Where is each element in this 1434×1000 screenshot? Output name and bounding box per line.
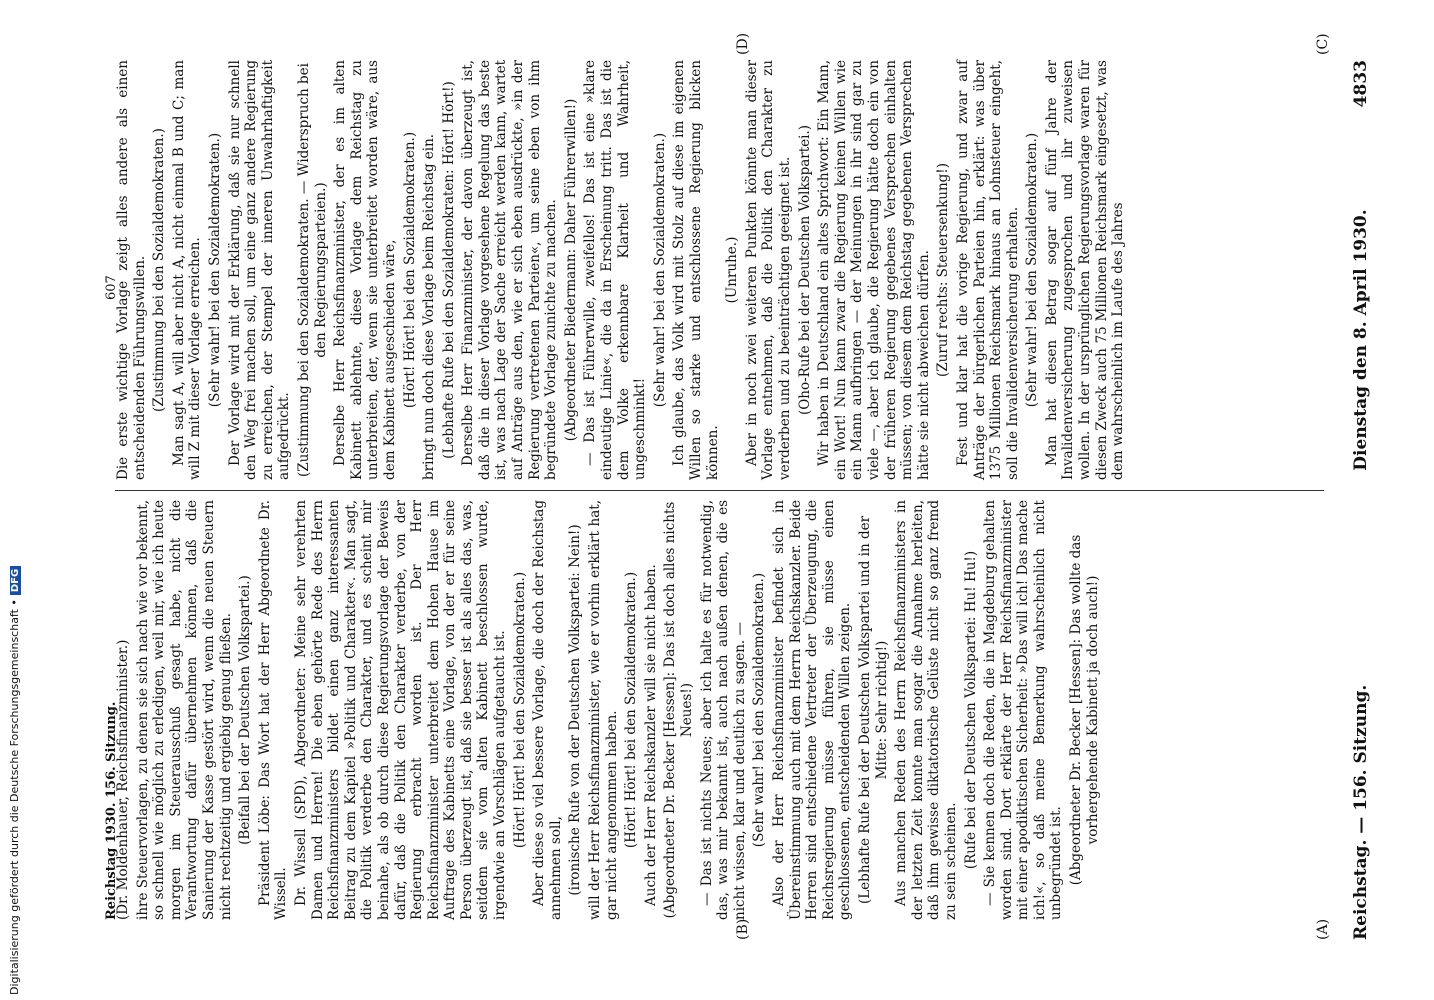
interjection: (Sehr wahr! bei den Sozialdemokraten.): [751, 572, 768, 848]
left-column: [115, 500, 1324, 920]
paragraph: will der Herr Reichsfinanzminister, wie er vorhin erklärt hat, gar nicht angenommen haben.: [587, 500, 620, 920]
margin-marker-b: (B): [735, 918, 751, 940]
interjection: (Sehr wahr! bei den Sozialdemokraten.): [206, 132, 223, 408]
interjection: (ironische Rufe von der Deutschen Volkspartei: Nein!): [567, 524, 584, 896]
interjection: (Zustimmung bei den Sozialdemokraten. — Widerspruch bei den Regierungsparteien.): [295, 63, 329, 477]
interjection: (Sehr wahr! bei den Sozialdemokraten.): [1024, 132, 1041, 408]
dfg-logo: DFG: [10, 566, 21, 595]
interjection: (Hört! Hört! bei den Sozialdemokraten.): [401, 131, 418, 409]
paragraph: Aber in noch zwei weiteren Punkten könnte man dieser Vorlage entnehmen, daß die Politik den Charakter zu verderben und zu beeinträchtigen geeignet ist.: [743, 60, 793, 480]
interjection: (Hört! Hört! bei den Sozialdemokraten.): [623, 571, 640, 849]
interjection: (Rufe bei der Deutschen Volkspartei: Hu! Hu!): [962, 550, 979, 870]
paragraph: Der Vorlage wird mit der Erklärung, daß sie nur schnell den Weg frei machen soll, um eine ganz andere Regierung zu erreichen, der Stempel der inneren Unwahrhaftigkeit aufgedrückt.: [226, 60, 293, 480]
paragraph: Derselbe Herr Finanzminister, der davon überzeugt ist, daß die in dieser Vorlage vorgesehene Regelung das beste ist, was nach Lage der Sache erreicht werden kann, wartet auf Anträge aus den, wie er sich eben ausdrückte, »in der Regierung vertretenen Parteien«, um seine eben von ihm begründete Vorlage zunichte zu machen.: [460, 60, 560, 480]
paragraph: — Das ist Führerwille, zweifellos! Das ist eine »klare eindeutige Linie«, die da in Erscheinung tritt. Das ist die dem Volke erkennbare Klarheit und Wahrheit, ungeschminkt!: [582, 60, 649, 480]
paragraph: ihre Steuervorlagen, zu denen sie sich nach wie vor bekennt, so schnell wie möglich zu erledigen, weil mir, wie ich heute morgen im Steuerausschuß gesagt habe, nicht die Verantwortung dafür übernehmen können, daß die Sanierung der Kasse gestört wird, wenn die neuen Steuern nicht rechtzeitig und ergiebig genug fließen.: [134, 500, 234, 920]
paragraph: Aber diese so viel bessere Vorlage, die doch der Reichstag annehmen soll,: [531, 500, 564, 920]
interjection: (Unruhe.): [724, 236, 741, 304]
paragraph: Man sagt A, will aber nicht A, nicht einmal B und C; man will Z mit dieser Vorlage erreichen.: [170, 60, 204, 480]
interjection: (Zustimmung bei den Sozialdemokraten.): [151, 128, 168, 412]
header-page: 4833: [1351, 60, 1371, 108]
footer-left: Reichstag 1930. 156. Sitzung.: [104, 701, 119, 920]
paragraph: bringt nun doch diese Vorlage beim Reichstag ein.: [421, 133, 438, 480]
paragraph: Präsident Löbe: Das Wort hat der Herr Abgeordnete Dr. Wissell.: [256, 500, 290, 920]
credit-sidebar: [0, 0, 40, 1000]
page-header: [1346, 60, 1376, 940]
interjection: (Oho-Rufe bei der Deutschen Volkspartei.): [796, 124, 813, 416]
paragraph: Wir haben in Deutschland ein altes Sprichwort: Ein Mann, ein Wort! Nun kann zwar die Regierung keinen Willen wie ein Mann aufbringen — der Meinungen in ihr sind gar zu viele —, aber ich glaube, die Regierung hätte doch ein von der früheren Regierung gegebenes Versprechen einhalten müssen; von diesem dem Reichstag gegebenen Versprechen hätte sie nicht abweichen dürfen.: [816, 60, 932, 480]
interjection: (Abgeordneter Dr. Becker [Hessen]: Das ist doch alles nichts Neues!): [662, 501, 695, 919]
interjection: (Lebhafte Rufe bei der Deutschen Volkspartei und in der Mitte: Sehr richtig!): [856, 515, 890, 905]
interjection: (Sehr wahr! bei den Sozialdemokraten.): [651, 132, 668, 408]
paragraph: Dr. Wissell (SPD), Abgeordneter: Meine sehr verehrten Damen und Herren! Die eben gehörte Rede des Herrn Reichsfinanzministers bildet einen ganz interessanten Beitrag zu dem Kapitel »Politik und Charakter«. Man sagt, die Politik verderbe den Charakter, und es scheint mir beinahe, als ob durch diese Regierungsvorlage der Beweis dafür, daß die Politik den Charakter verderbe, von der Regierung erbracht worden ist. Der Herr Reichsfinanzminister unterbreitet dem Hohen Hause im Auftrage des Kabinetts eine Vorlage, von der er für seine Person überzeugt ist, daß sie besser ist als alles das, was, seitdem sie vom alten Kabinett beschlossen wurde, irgendwie an Vorschlägen aufgetaucht ist.: [292, 500, 509, 920]
interjection: (Beifall bei der Deutschen Volkspartei.): [237, 575, 254, 845]
margin-marker-d: (D): [735, 32, 751, 55]
paragraph: Aus manchen Reden des Herrn Reichsfinanzministers in der letzten Zeit konnte man sogar die Annahme herleiten, daß ihm gewisse diktatorische Gelüste nicht so ganz fremd zu sein scheinen.: [893, 500, 959, 920]
paragraph: — Das ist nichts Neues; aber ich halte es für notwendig, das, was mir bekannt ist, auch nach außen denen, die es nicht wissen, klar und deutlich zu sagen. —: [698, 500, 748, 920]
paragraph: Die erste wichtige Vorlage zeigt alles andere als einen entscheidenden Führungswillen.: [115, 60, 148, 480]
paragraph: (Dr. Moldenhauer, Reichsfinanzminister.): [115, 639, 131, 920]
right-column: [115, 60, 1324, 480]
margin-marker-a: (A): [1315, 918, 1331, 940]
paragraph: Fest und klar hat die vorige Regierung, und zwar auf Anträge der bürgerlichen Parteien hin, erklärt: was über 1375 Millionen Reichsmark hinaus an Lohnsteuer eingeht, soll die Invalidenversicherung erhalten.: [954, 60, 1021, 480]
paragraph: Man hat diesen Betrag sogar auf fünf Jahre der Invalidenversicherung zugesprochen und ihr zuweisen wollen. In der ursprünglichen Regierungsvorlage waren für diesen Zweck auch 75 Millionen Reichsmark eingesetzt, was dem wahrscheinlich im Laufe des Jahres: [1043, 60, 1127, 480]
credit-line: [8, 5, 22, 995]
margin-marker-c: (C): [1315, 33, 1331, 55]
page-number: 607: [104, 275, 119, 300]
interjection: (Zuruf rechts: Steuersenkung!): [935, 163, 952, 377]
paragraph: Also der Herr Reichsfinanzminister befindet sich in Übereinstimmung auch mit dem Herrn Reichskanzler. Beide Herren sind entschiedene Vertreter der Überzeugung, die Reichsregierung müsse führen, sie müsse einen geschlossenen, entscheidenden Willen zeigen.: [770, 500, 854, 920]
header-left: Reichstag. — 156. Sitzung.: [1351, 684, 1371, 940]
paragraph: Derselbe Herr Reichsfinanzminister, der es im alten Kabinett ablehnte, diese Vorlage dem Reichstag zu unterbreiten, der, wenn sie unterbreitet worden wäre, aus dem Kabinett ausgeschieden wäre,: [332, 60, 398, 480]
interjection: (Hört! Hört! bei den Sozialdemokraten.): [511, 571, 528, 849]
interjection: (Abgeordneter Biedermann: Daher Führerwillen!): [562, 98, 579, 442]
paragraph: — Sie kennen doch die Reden, die in Magdeburg gehalten worden sind. Dort erklärte der Herr Reichsfinanzminister mit einer apodiktischen Sicherheit: »Das will ich! Das mache ich!«, so daß meine Bemerkung wahrscheinlich nicht unbegründet ist.: [982, 500, 1065, 920]
column-rule: [115, 490, 1324, 491]
header-date: Dienstag den 8. April 1930.: [1351, 209, 1371, 471]
credit-text: Digitalisierung gefördert durch die Deutsche Forschungsgemeinschaft •: [8, 599, 21, 995]
interjection: (Lebhafte Rufe bei den Sozialdemokraten: Hört! Hört!): [440, 81, 457, 459]
interjection: (Abgeordneter Dr. Becker [Hessen]: Das wollte das vorhergehende Kabinett ja doch auch!): [1068, 534, 1101, 886]
paragraph: Auch der Herr Reichskanzler will sie nicht haben.: [642, 564, 659, 906]
paragraph: Ich glaube, das Volk wird mit Stolz auf diese im eigenen Willen so starke und entschlossene Regierung blicken können.: [671, 60, 721, 480]
